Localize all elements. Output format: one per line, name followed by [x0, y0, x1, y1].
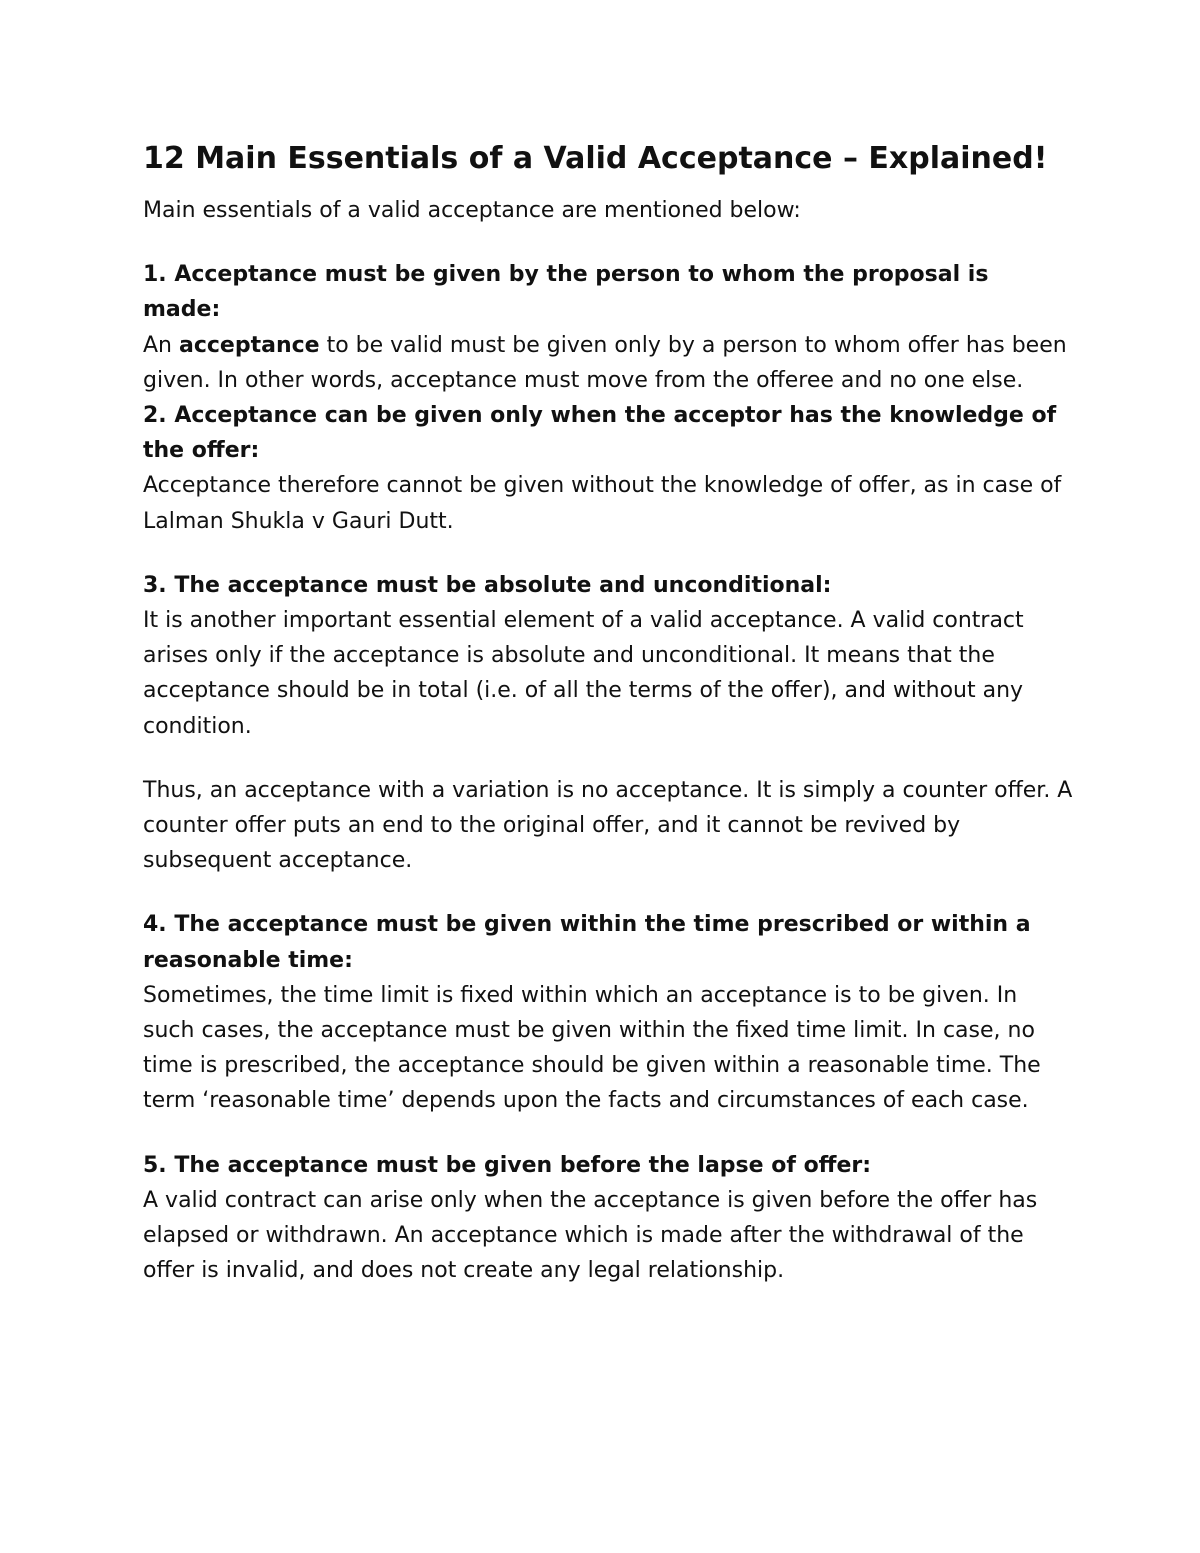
- section-1-body-suffix: to be valid must be given only by a person to whom offer has been given. In other words, acceptance must move from the offeree and no one else.: [143, 332, 1067, 393]
- section-2-body: Acceptance therefore cannot be given without the knowledge of offer, as in case of Lalman Shukla v Gauri Dutt.: [143, 473, 1062, 534]
- spacer: [143, 878, 1073, 907]
- spacer: [143, 228, 1073, 257]
- section-1-body: [143, 328, 1073, 398]
- section-4-heading: 4. The acceptance must be given within the time prescribed or within a reasonable time:: [143, 912, 1031, 973]
- section-5-body: A valid contract can arise only when the acceptance is given before the offer has elapsed or withdrawn. An acceptance which is made after the withdrawal of the offer is invalid, and does not create any legal relationship.: [143, 1187, 1038, 1284]
- section-1-heading: 1. Acceptance must be given by the person to whom the proposal is made:: [143, 262, 989, 323]
- section-1-body-bold: acceptance: [179, 332, 320, 358]
- document-title: 12 Main Essentials of a Valid Acceptance – Explained!: [143, 141, 1048, 176]
- section-3-body: It is another important essential element of a valid acceptance. A valid contract arises only if the acceptance is absolute and unconditional. It means that the acceptance should be in total (i.e. of all the terms of the offer), and without any condition.: [143, 608, 1024, 739]
- section-3-body-continued: Thus, an acceptance with a variation is no acceptance. It is simply a counter offer. A counter offer puts an end to the original offer, and it cannot be revived by subsequent acceptance.: [143, 777, 1073, 874]
- spacer: [143, 1119, 1073, 1148]
- section-5-heading: 5. The acceptance must be given before the lapse of offer:: [143, 1152, 872, 1178]
- intro-paragraph: Main essentials of a valid acceptance are mentioned below:: [143, 198, 801, 223]
- section-3-heading: 3. The acceptance must be absolute and unconditional:: [143, 572, 832, 598]
- section-1-body-prefix: An: [143, 332, 179, 358]
- spacer: [143, 744, 1073, 773]
- section-4-body: Sometimes, the time limit is fixed within which an acceptance is to be given. In such cases, the acceptance must be given within the fixed time limit. In case, no time is prescribed, the acceptance should be given within a reasonable time. The term ‘reasonable time’ depends upon the facts and circumstances of each case.: [143, 982, 1041, 1114]
- document-page: [143, 140, 1073, 1288]
- section-2-heading: 2. Acceptance can be given only when the acceptor has the knowledge of the offer:: [143, 403, 1057, 464]
- spacer: [143, 539, 1073, 568]
